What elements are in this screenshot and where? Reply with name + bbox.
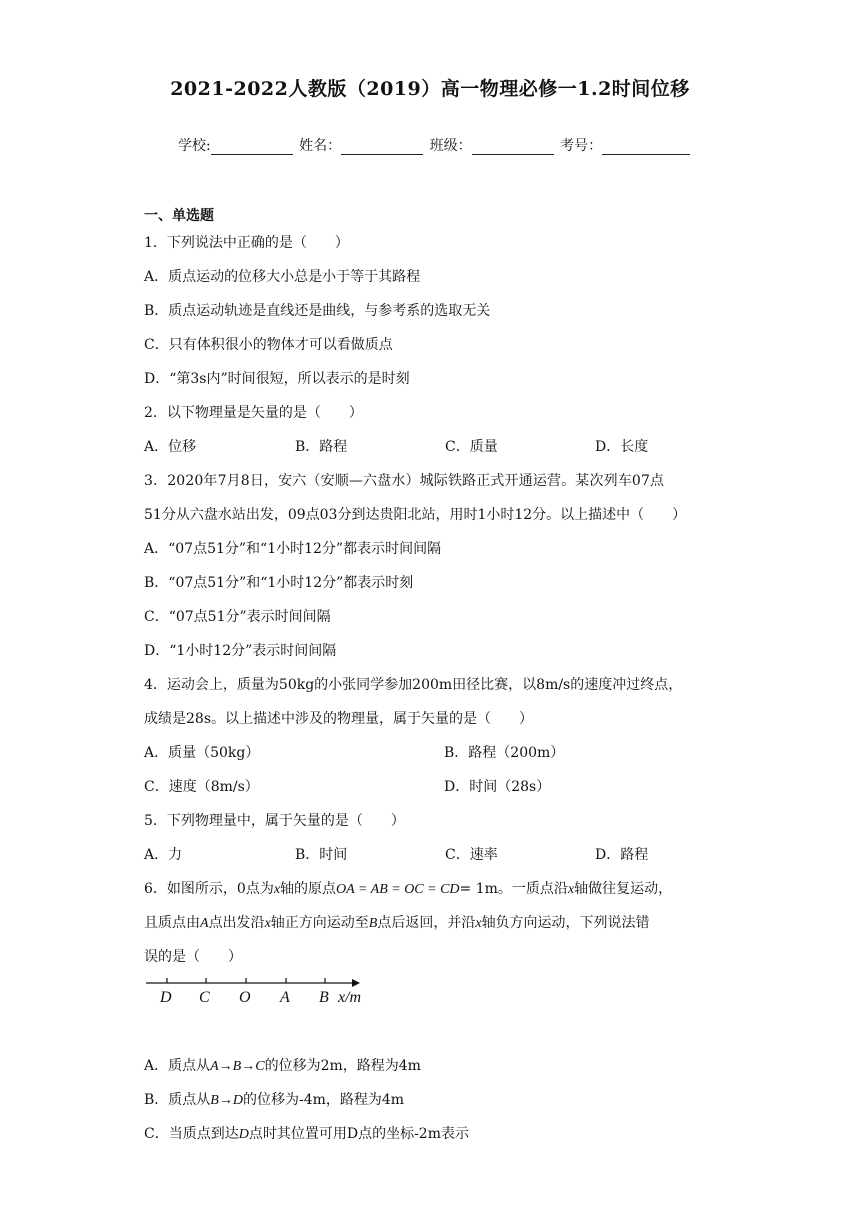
q1-option-d: D．“第3s内”时间很短，所以表示的是时刻: [144, 371, 410, 387]
q6-stem-line1: [144, 878, 672, 898]
q6-text: 的位移为-4m，路程为4m: [242, 1092, 405, 1108]
exam-no-label: 考号：: [560, 138, 603, 154]
q6-text: 6．如图所示，0点为: [144, 881, 274, 897]
q6-var: A: [200, 916, 209, 931]
q5-option-b: B．时间: [295, 847, 348, 863]
q3-option-d: D．“1小时12分”表示时间间隔: [144, 643, 337, 659]
axis-arrow-icon: [352, 979, 360, 987]
q6-text: = 1m。一质点沿: [459, 881, 568, 897]
q6-text: 轴负方向运动，下列说法错: [481, 915, 650, 931]
q4-option-d: D．时间（28s）: [444, 779, 551, 795]
q6-text: 点后返回，并沿: [377, 915, 476, 931]
q6-option-c: [144, 1123, 469, 1143]
class-blank[interactable]: [472, 140, 554, 155]
q3-stem-line1: 3．2020年7月8日，安六（安顺—六盘水）城际铁路正式开通运营。某次列车07点: [144, 473, 665, 489]
q2-option-b: B．路程: [295, 439, 348, 455]
q6-path: A→B→C: [210, 1059, 265, 1074]
q1-stem: 1．下列说法中正确的是（ ）: [144, 235, 349, 251]
name-label: 姓名：: [299, 138, 342, 154]
q3-option-c: C．“07点51分”表示时间间隔: [144, 609, 331, 625]
label-a: A: [280, 989, 290, 1006]
label-o: O: [239, 989, 251, 1006]
q4-option-b: B．路程（200m）: [444, 745, 565, 761]
label-d: D: [160, 989, 172, 1006]
q6-option-b: [144, 1089, 404, 1109]
q5-stem: 5．下列物理量中，属于矢量的是（ ）: [144, 813, 405, 829]
q6-text: C．当质点到达: [144, 1126, 239, 1142]
q2-option-a: A．位移: [144, 439, 197, 455]
q2-option-d: D．长度: [595, 439, 649, 455]
label-c: C: [199, 989, 210, 1006]
q2-stem: 2．以下物理量是矢量的是（ ）: [144, 405, 363, 421]
q2-option-c: C．质量: [445, 439, 498, 455]
label-b: B: [319, 989, 329, 1006]
q6-text: A．质点从: [144, 1058, 211, 1074]
q6-var: x: [475, 916, 482, 931]
q6-var: x: [264, 916, 271, 931]
number-line-figure: [140, 975, 380, 1015]
q6-var: D: [238, 1127, 249, 1142]
q3-option-a: A．“07点51分”和“1小时12分”都表示时间间隔: [144, 541, 442, 557]
q6-var: x: [273, 882, 281, 897]
exam-no-blank[interactable]: [602, 140, 690, 155]
q6-text: 且质点由: [144, 915, 200, 931]
q6-option-a: [144, 1055, 421, 1075]
q5-option-a: A．力: [144, 847, 183, 863]
class-label: 班级：: [429, 138, 472, 154]
q4-option-c: C．速度（8m/s）: [144, 779, 259, 795]
q1-option-a: A．质点运动的位移大小总是小于等于其路程: [144, 269, 421, 285]
school-label: 学校:: [178, 138, 211, 154]
q5-option-d: D．路程: [595, 847, 649, 863]
school-blank[interactable]: [211, 140, 293, 155]
q4-stem-line1: 4．运动会上，质量为50kg的小张同学参加200m田径比赛，以8m/s的速度冲过终点，: [144, 677, 683, 693]
q6-stem-line3: 误的是（ ）: [144, 949, 242, 965]
q6-text: 点出发沿: [208, 915, 265, 931]
q6-stem-line2: [144, 912, 650, 932]
q6-path: B→D: [210, 1093, 243, 1108]
section-heading: 一、单选题: [144, 208, 214, 224]
q4-option-a: A．质量（50kg）: [144, 745, 260, 761]
q6-text: B．质点从: [144, 1092, 211, 1108]
q6-equation: OA = AB = OC = CD: [336, 882, 460, 897]
q5-option-c: C．速率: [445, 847, 498, 863]
q6-var: x: [567, 882, 575, 897]
q4-stem-line2: 成绩是28s。以上描述中涉及的物理量，属于矢量的是（ ）: [144, 711, 533, 727]
q6-text: 轴的原点: [280, 881, 337, 897]
student-info-row: [178, 135, 692, 155]
q1-option-c: C．只有体积很小的物体才可以看做质点: [144, 337, 393, 353]
q6-text: 点时其位置可用D点的坐标-2m表示: [248, 1126, 469, 1142]
q6-text: 的位移为2m，路程为4m: [264, 1058, 421, 1074]
q6-text: 轴做往复运动，: [574, 881, 673, 897]
label-axis-unit: x/m: [338, 989, 362, 1006]
page-title: 2021-2022人教版（2019）高一物理必修一1.2时间位移: [170, 78, 690, 100]
q1-option-b: B．质点运动轨迹是直线还是曲线，与参考系的选取无关: [144, 303, 491, 319]
q3-option-b: B．“07点51分”和“1小时12分”都表示时刻: [144, 575, 414, 591]
q6-text: 轴正方向运动至: [270, 915, 369, 931]
name-blank[interactable]: [341, 140, 423, 155]
q6-var: B: [368, 916, 378, 931]
q3-stem-line2: 51分从六盘水站出发，09点03分到达贵阳北站，用时1小时12分。以上描述中（ ）: [144, 507, 687, 523]
